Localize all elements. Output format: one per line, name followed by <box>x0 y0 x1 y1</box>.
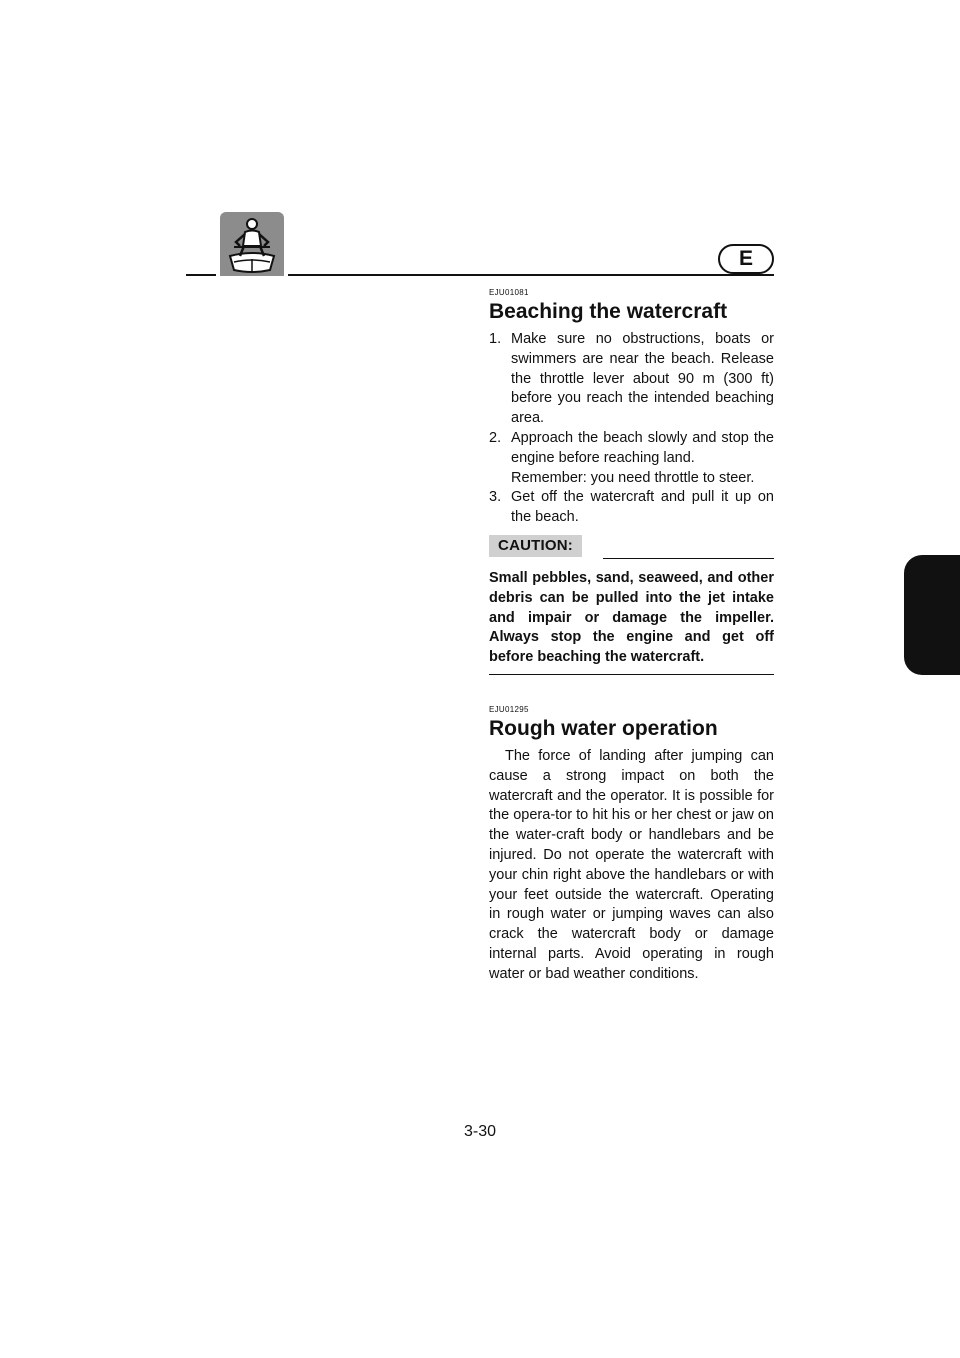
step-number: 2. <box>489 429 502 446</box>
list-item <box>489 429 774 488</box>
rough-water-section <box>489 705 774 985</box>
body-paragraph: The force of landing after jumping can cause a strong impact on both the watercraft and the operator. It is possible for the opera-tor to hit his or her chest or jaw on the water-craft body or handlebars and be injured. Do not operate the watercraft with your chin right above the handlebars or with your feet outside the watercraft. Operating in rough water or jumping waves can also crack the watercraft body or damage internal parts. Avoid operating in rough water or bad weather conditions. <box>489 747 774 982</box>
section-code: EJU01081 <box>489 288 529 297</box>
step-number: 1. <box>489 331 502 347</box>
header-rule-right <box>288 274 774 276</box>
step-text: Approach the beach slowly and stop the engine before reaching land. <box>511 429 774 466</box>
caution-rule <box>603 558 774 559</box>
section-title: Rough water operation <box>489 716 718 740</box>
step-note: Remember: you need throttle to steer. <box>511 469 755 486</box>
list-item <box>489 330 774 429</box>
content-column <box>489 288 774 985</box>
step-list <box>489 330 774 528</box>
list-item <box>489 488 774 528</box>
section-title: Beaching the watercraft <box>489 300 728 323</box>
chapter-tab <box>904 555 960 675</box>
caution-header <box>489 533 774 559</box>
caution-text: Small pebbles, sand, seaweed, and other debris can be pulled into the jet intake and impair or damage the impeller. Always stop the engine and get off before beaching the watercraft. <box>489 569 774 666</box>
page-number: 3-30 <box>463 1123 497 1140</box>
language-badge: E <box>718 244 774 274</box>
step-text: Make sure no obstructions, boats or swimmers are near the beach. Release the throttle lever about 90 m (300 ft) before you reach the intended beaching area. <box>511 331 774 427</box>
header-rule-left <box>186 274 216 276</box>
section-code: EJU01295 <box>489 704 529 714</box>
step-text: Get off the watercraft and pull it up on the beach. <box>511 489 774 526</box>
step-number: 3. <box>489 489 502 506</box>
caution-end-rule <box>489 674 774 675</box>
caution-label: CAUTION: <box>489 535 582 557</box>
watercraft-rider-icon <box>220 212 284 276</box>
